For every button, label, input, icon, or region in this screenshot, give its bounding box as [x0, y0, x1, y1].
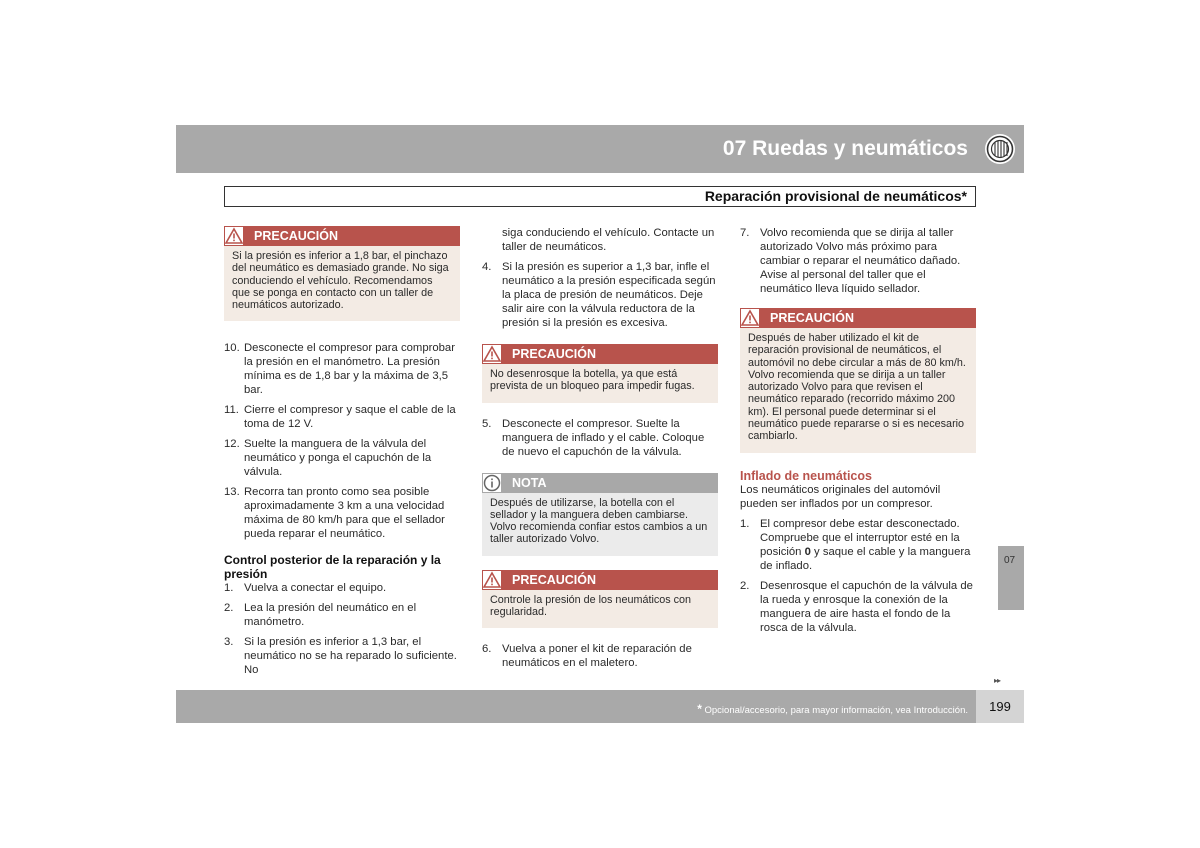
- caution-header: [482, 344, 718, 364]
- warning-triangle-icon: [483, 345, 501, 363]
- step-number: 11.: [224, 404, 239, 417]
- note-title: NOTA: [512, 475, 547, 490]
- list-item: [224, 403, 460, 431]
- list-item: [482, 642, 718, 670]
- step-text: Volvo recomienda que se dirija al taller autorizado Volvo más próximo para cambiar o reparar el neumático dañado. Avise al personal del taller que el neumático lleva líquido sellador.: [760, 227, 961, 295]
- caution-text: Después de haber utilizado el kit de reparación provisional de neumáticos, el automóvil no debe circular a más de 80 km/h. Volvo recomienda que se dirija a un taller autorizado Volvo para que revisen el neumático reparado (recorrido máximo 200 km). El personal puede determinar si el neumático puede repararse o si es necesario cambiarlo.: [748, 332, 966, 443]
- caution-text: Controle la presión de los neumáticos con regularidad.: [490, 593, 692, 619]
- step-text: Desenrosque el capuchón de la válvula de la rueda y enrosque la conexión de la manguera de aire hasta el fondo de la rosca de la válvula.: [760, 579, 973, 634]
- step-number: 13.: [224, 486, 240, 499]
- list-item: [740, 579, 976, 635]
- step-text: Lea la presión del neumático en el manómetro.: [244, 602, 417, 629]
- step-text: Si la presión es superior a 1,3 bar, infle el neumático a la presión especificada según la placa de presión de neumáticos. Deje salir aire con la válvula reductora de la presión si la presión es excesiva.: [502, 261, 716, 329]
- footnote-star: *: [697, 702, 702, 716]
- caution-title: PRECAUCIÓN: [512, 347, 597, 361]
- caution-header: [740, 308, 976, 328]
- chapter-side-tab: [998, 546, 1024, 610]
- column-3: [740, 226, 976, 641]
- step-text: Si la presión es inferior a 1,3 bar, el neumático no se ha reparado lo suficiente. No: [244, 636, 457, 677]
- caution-title: PRECAUCIÓN: [512, 572, 597, 587]
- step-number: 4.: [482, 261, 492, 273]
- list-item: [224, 437, 460, 479]
- caution-text: Si la presión es inferior a 1,8 bar, el pinchazo del neumático es demasiado grande. No siga conduciendo el vehículo. Recomendamos que se ponga en contacto con un taller de neumáticos autorizado.: [232, 250, 449, 312]
- step-number: 10.: [224, 342, 240, 355]
- footer-bar: [176, 690, 976, 723]
- step-text: El compresor debe estar desconectado. Compruebe que el interruptor esté en la posición: [760, 517, 960, 558]
- step-text: Desconecte el compresor para comprobar la presión en el manómetro. La presión mínima es de 1,8 bar y la máxima de 3,5 bar.: [244, 342, 455, 397]
- step-text: Cierre el compresor y saque el cable de la toma de 12 V.: [244, 404, 456, 431]
- caution-box: [224, 226, 460, 321]
- info-icon: [483, 474, 501, 492]
- step-number: 1.: [224, 582, 234, 595]
- warning-triangle-icon: [483, 571, 501, 589]
- step-text: Suelte la manguera de la válvula del neumático y ponga el capuchón de la válvula.: [244, 438, 432, 479]
- section-title: Reparación provisional de neumáticos*: [704, 188, 967, 204]
- caution-title: PRECAUCIÓN: [254, 229, 339, 243]
- step-number: 3.: [224, 636, 234, 649]
- step-text: y saque el cable y la manguera de inflado.: [760, 545, 971, 572]
- step-text: Recorra tan pronto como sea posible aproximadamente 3 km a una velocidad máxima de 80 km/h para que el sellador pueda reparar el neumático.: [244, 486, 445, 541]
- footnote-text: Opcional/accesorio, para mayor información, vea Introducción.: [701, 705, 968, 716]
- caution-box: [740, 308, 976, 453]
- chapter-title: 07 Ruedas y neumáticos: [722, 137, 968, 160]
- note-header: [482, 473, 718, 493]
- list-item: [482, 417, 718, 459]
- chapter-header: [176, 125, 1024, 173]
- inflate-intro: Los neumáticos originales del automóvil pueden ser inflados por un compresor.: [740, 483, 941, 510]
- list-item: [224, 341, 460, 397]
- column-1: [224, 226, 460, 683]
- section-title-box: [224, 186, 976, 207]
- step-number: 2.: [740, 579, 750, 592]
- continued-arrows-icon: ▸▸: [994, 676, 1001, 685]
- switch-position: 0: [804, 545, 811, 558]
- list-item: [224, 601, 460, 629]
- step-number: 6.: [482, 643, 492, 656]
- list-item: [224, 581, 460, 595]
- list-item: [740, 517, 976, 573]
- caution-text: No desenrosque la botella, ya que está prevista de un bloqueo para impedir fugas.: [490, 368, 695, 393]
- caution-title: PRECAUCIÓN: [770, 311, 855, 325]
- step-text: Vuelva a conectar el equipo.: [244, 582, 387, 595]
- caution-box: [482, 344, 718, 403]
- step-number: 2.: [224, 602, 234, 615]
- subheading: Control posterior de la reparación y la presión: [224, 553, 441, 582]
- caution-box: [482, 570, 718, 629]
- step-text: Vuelva a poner el kit de reparación de neumáticos en el maletero.: [502, 643, 692, 670]
- list-item: [224, 485, 460, 541]
- continuation-text: siga conduciendo el vehículo. Contacte un taller de neumáticos.: [502, 227, 715, 253]
- step-number: 12.: [224, 438, 240, 451]
- tire-icon: [984, 133, 1016, 165]
- warning-triangle-icon: [741, 309, 759, 327]
- note-text: Después de utilizarse, la botella con el sellador y la manguera deben cambiarse. Volvo recomienda confiar estos cambios a un taller autorizado Volvo.: [490, 496, 708, 546]
- caution-header: [224, 226, 460, 246]
- step-number: 5.: [482, 417, 492, 430]
- step-number: 1.: [740, 517, 750, 530]
- caution-header: [482, 570, 718, 590]
- list-item: [224, 635, 460, 677]
- note-box: [482, 473, 718, 556]
- page-number: 199: [976, 690, 1024, 723]
- footer-note: [697, 702, 968, 716]
- column-2: [482, 226, 718, 676]
- step-text: Desconecte el compresor. Suelte la manguera de inflado y el cable. Coloque de nuevo el capuchón de la válvula.: [502, 417, 705, 458]
- warning-triangle-icon: [225, 227, 243, 245]
- inflate-heading: Inflado de neumáticos: [740, 468, 872, 483]
- list-item: [482, 260, 718, 330]
- step-number: 7.: [740, 227, 750, 239]
- chapter-tab-label: 07: [1004, 555, 1016, 566]
- list-item: [740, 226, 976, 296]
